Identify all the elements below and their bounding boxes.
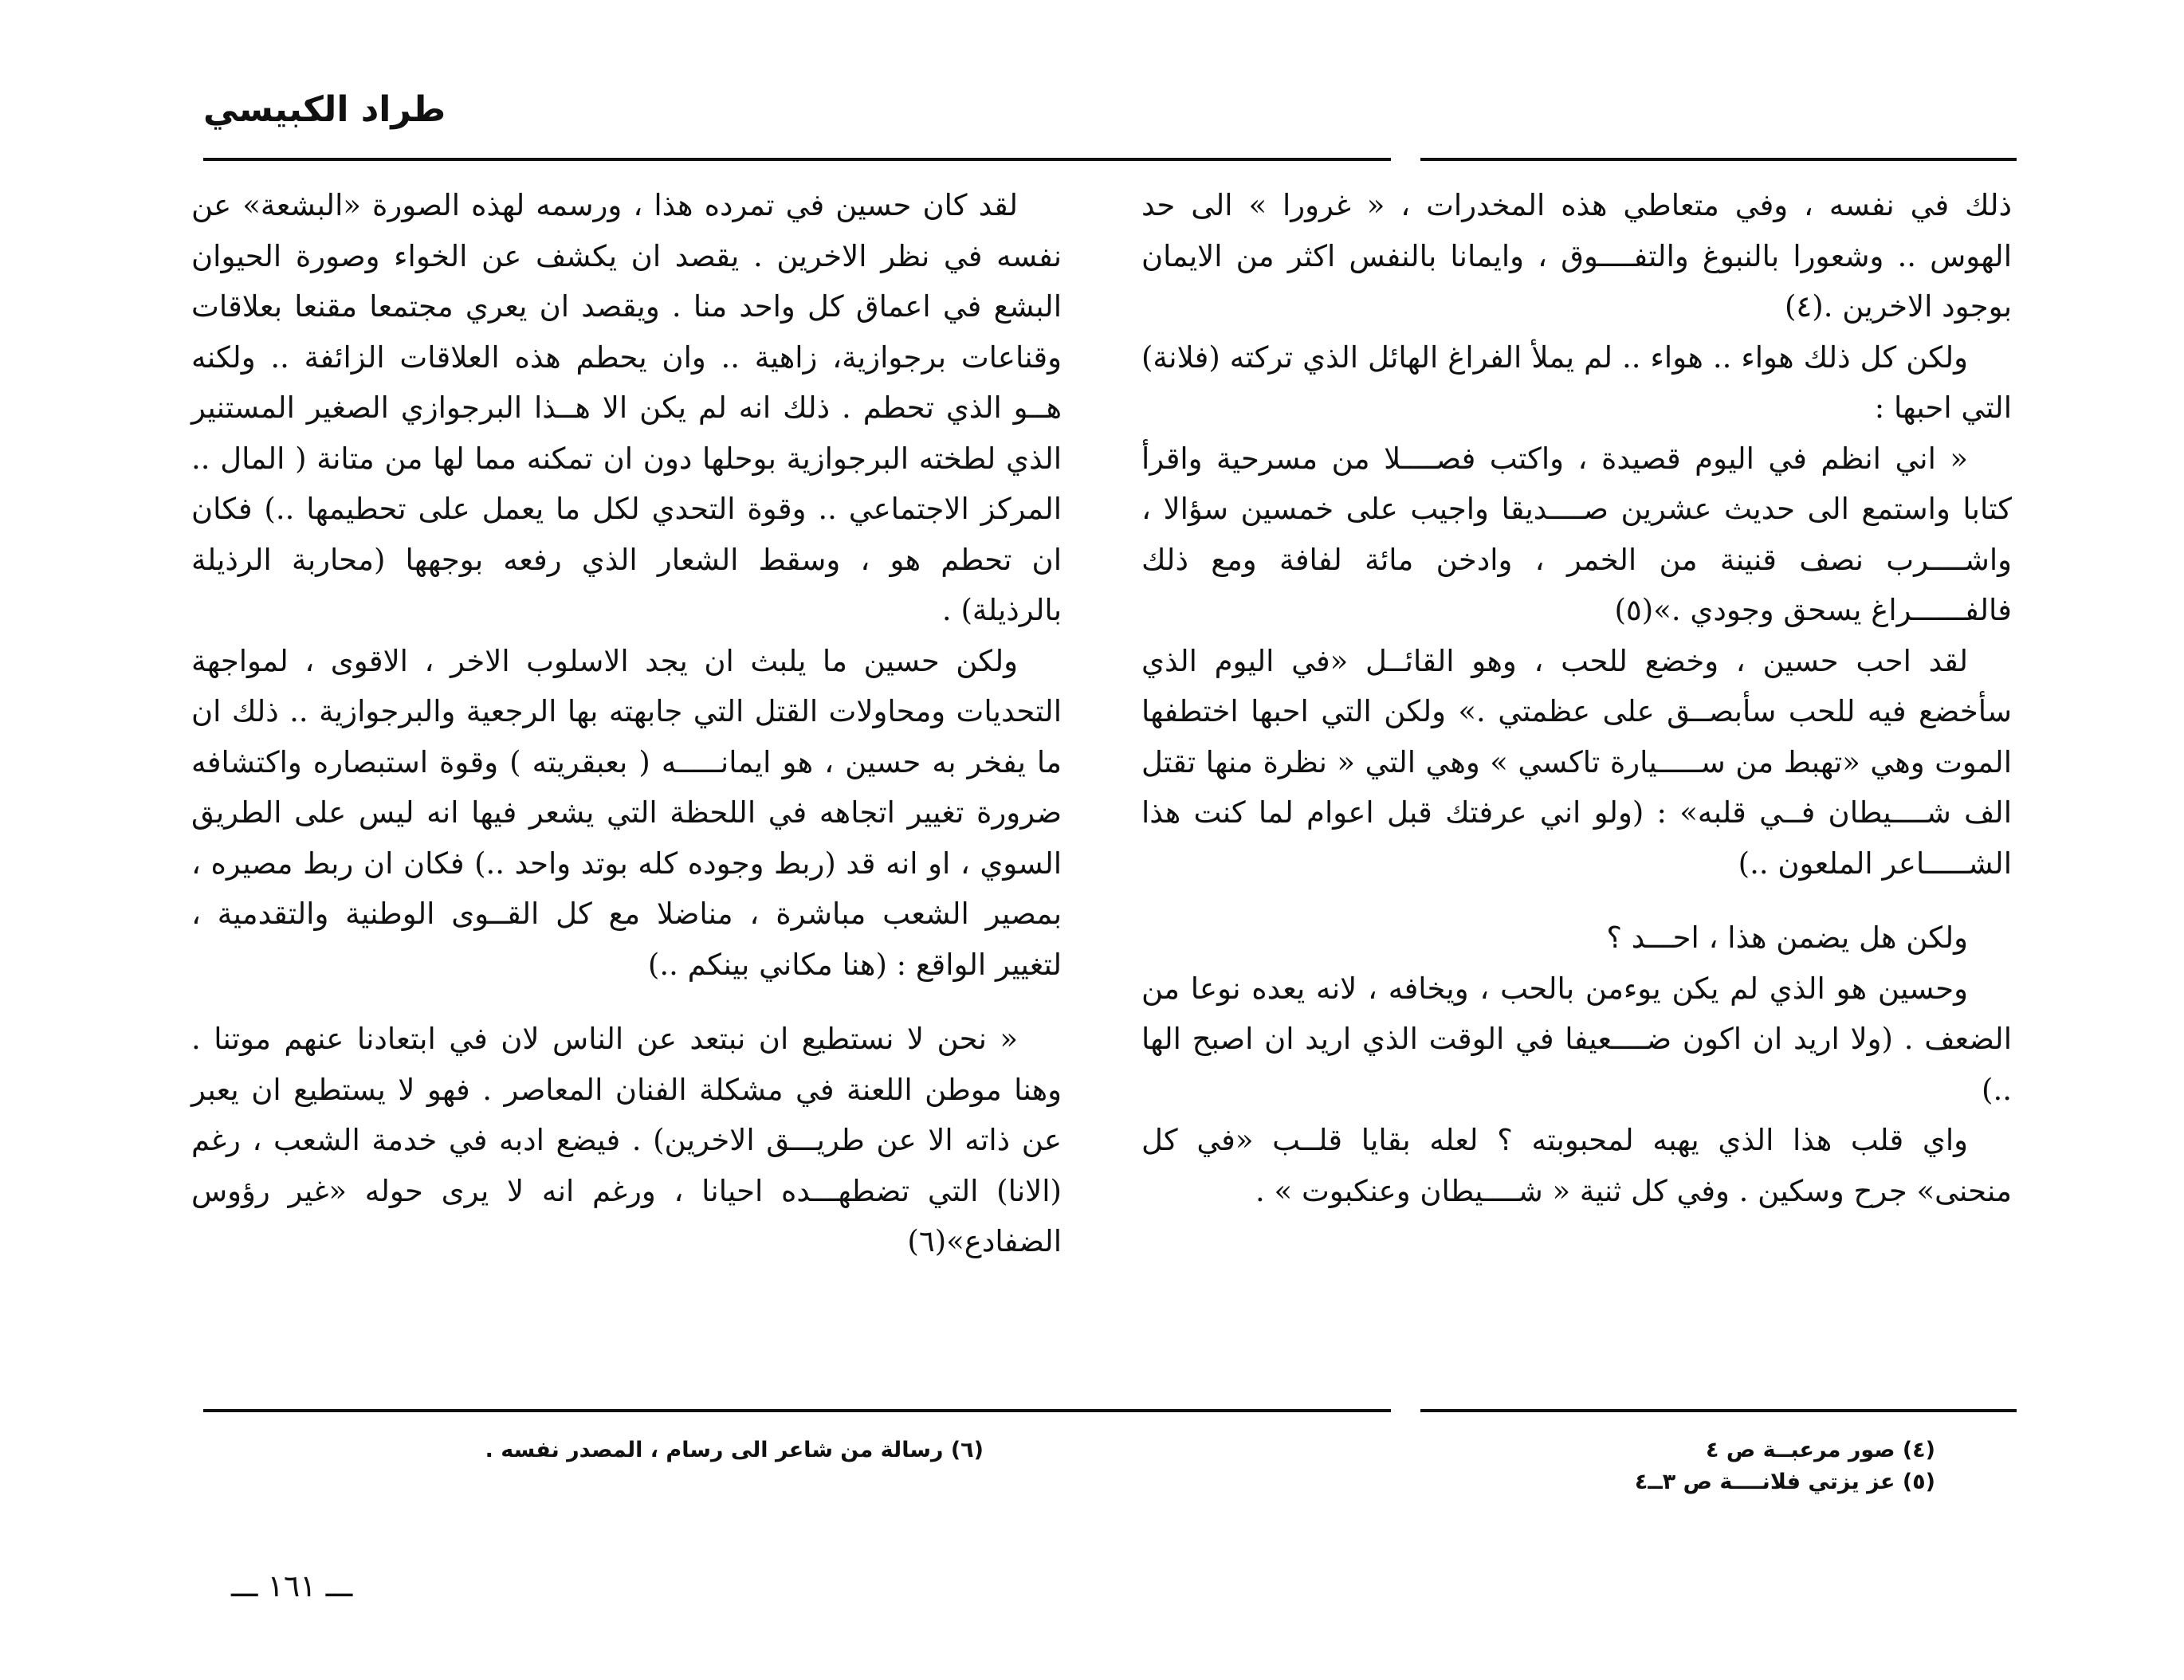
right-column-paragraph: « اني انظم في اليوم قصيدة ، واكتب فصــــلا من مسرحية واقرأ كتابا واستمع الى حديث عشرين صــــديقا واجيب على خمسين سؤالا ، واشــــرب نصف قنينة من الخمر ، وادخن مائة لفافة ومع ذلك فالفــــــراغ يسحق وجودي .»(٥) xyxy=(1141,441,2012,627)
footnote: (٥) عز يزتي فلانــــة ص ٣ــ٤ xyxy=(1634,1470,1935,1494)
footnotes-left xyxy=(187,1435,984,1466)
right-column-paragraph: ولكن كل ذلك هواء .. هواء .. لم يملأ الفراغ الهائل الذي تركته (فلانة) التي احبها : xyxy=(1141,340,2012,425)
right-column-paragraph: واي قلب هذا الذي يهبه لمحبوبته ؟ لعله بقايا قلــب «في كل منحنى» جرح وسكين . وفي كل ثنية « شــــيطان وعنكبوت » . xyxy=(1141,1123,2012,1208)
footer-rule-left xyxy=(203,1409,1391,1412)
page-number: ـــ ١٦١ ـــ xyxy=(231,1568,353,1603)
right-column-paragraph: وحسين هو الذي لم يكن يوءمن بالحب ، ويخافه ، لانه يعده نوعا من الضعف . (ولا اريد ان اكون ضــــعيفا في الوقت الذي اريد ان اصبح الها ..) xyxy=(1141,971,2012,1107)
footnote: (٦) رسالة من شاعر الى رسام ، المصدر نفسه . xyxy=(485,1438,984,1462)
left-column-paragraph: لقد كان حسين في تمرده هذا ، ورسمه لهذه الصورة «البشعة» عن نفسه في نظر الاخرين . يقصد ان يكشف عن الخواء وصورة الحيوان البشع في اعماق كل واحد منا . ويقصد ان يعري مجتمعا مقنعا بعلاقات وقناعات برجوازية، زاهية .. وان يحطم هذه العلاقات الزائفة .. ولكنه هــو الذي تحطم . ذلك انه لم يكن الا هــذا البرجوازي الصغير المستنير الذي لطخته البرجوازية بوحلها دون ان تمكنه مما لها من متانة ( المال .. المركز الاجتماعي .. وقوة التحدي لكل ما يعمل على تحطيمها ..) فكان ان تحطم هو ، وسقط الشعار الذي رفعه بوجهها (محاربة الرذيلة بالرذيلة) . xyxy=(191,188,1062,627)
footnotes-right xyxy=(1218,1435,1935,1498)
left-column-paragraph: « نحن لا نستطيع ان نبتعد عن الناس لان في ابتعادنا عنهم موتنا . وهنا موطن اللعنة في مشكلة الفنان المعاصر . فهو لا يستطيع ان يعبر عن ذاته الا عن طريـــق الاخرين) . فيضع ادبه في خدمة الشعب ، رغم (الانا) التي تضطهـــده احيانا ، ورغم انه لا يرى حوله «غير رؤوس الضفادع»(٦) xyxy=(191,1022,1062,1258)
footer-rule-right xyxy=(1420,1409,2017,1412)
text-column-left xyxy=(191,180,1062,1267)
left-column-paragraph: ولكن حسين ما يلبث ان يجد الاسلوب الاخر ، الاقوى ، لمواجهة التحديات ومحاولات القتل التي جابهته بها الرجعية والبرجوازية .. ذلك ان ما يفخر به حسين ، هو ايمانـــــه ( بعبقريته ) وقوة استبصاره واكتشافه ضرورة تغيير اتجاهه في اللحظة التي يشعر فيها انه ليس على الطريق السوي ، او انه قد (ربط وجوده كله بوتد واحد ..) فكان ان ربط مصيره ، بمصير الشعب مباشرة ، مناضلا مع كل القــوى الوطنية والتقدمية ، لتغيير الواقع : (هنا مكاني بينكم ..) xyxy=(191,643,1062,982)
right-column-paragraph: لقد احب حسين ، وخضع للحب ، وهو القائــل «في اليوم الذي سأخضع فيه للحب سأبصــق على عظمتي .» ولكن التي احبها اختطفها الموت وهي «تهبط من ســـــيارة تاكسي » وهي التي « نظرة منها تقتل الف شــــيطان فــي قلبه» : (ولو اني عرفتك قبل اعوام لما كنت هذا الشـــــاعر الملعون ..) xyxy=(1141,643,2012,881)
running-header-author: طراد الكبيسي xyxy=(203,89,446,130)
header-rule-right xyxy=(1420,158,2017,161)
footnote: (٤) صور مرعبــة ص ٤ xyxy=(1706,1438,1935,1462)
right-column-paragraph: ولكن هل يضمن هذا ، احـــد ؟ xyxy=(1606,920,1968,955)
right-column-paragraph: ذلك في نفسه ، وفي متعاطي هذه المخدرات ، « غرورا » الى حد الهوس .. وشعورا بالنبوغ والتفــــوق ، وايمانا بالنفس اكثر من الايمان بوجود الاخرين .(٤) xyxy=(1141,188,2012,324)
header-rule-left xyxy=(203,158,1391,161)
text-column-right xyxy=(1141,180,2012,1216)
